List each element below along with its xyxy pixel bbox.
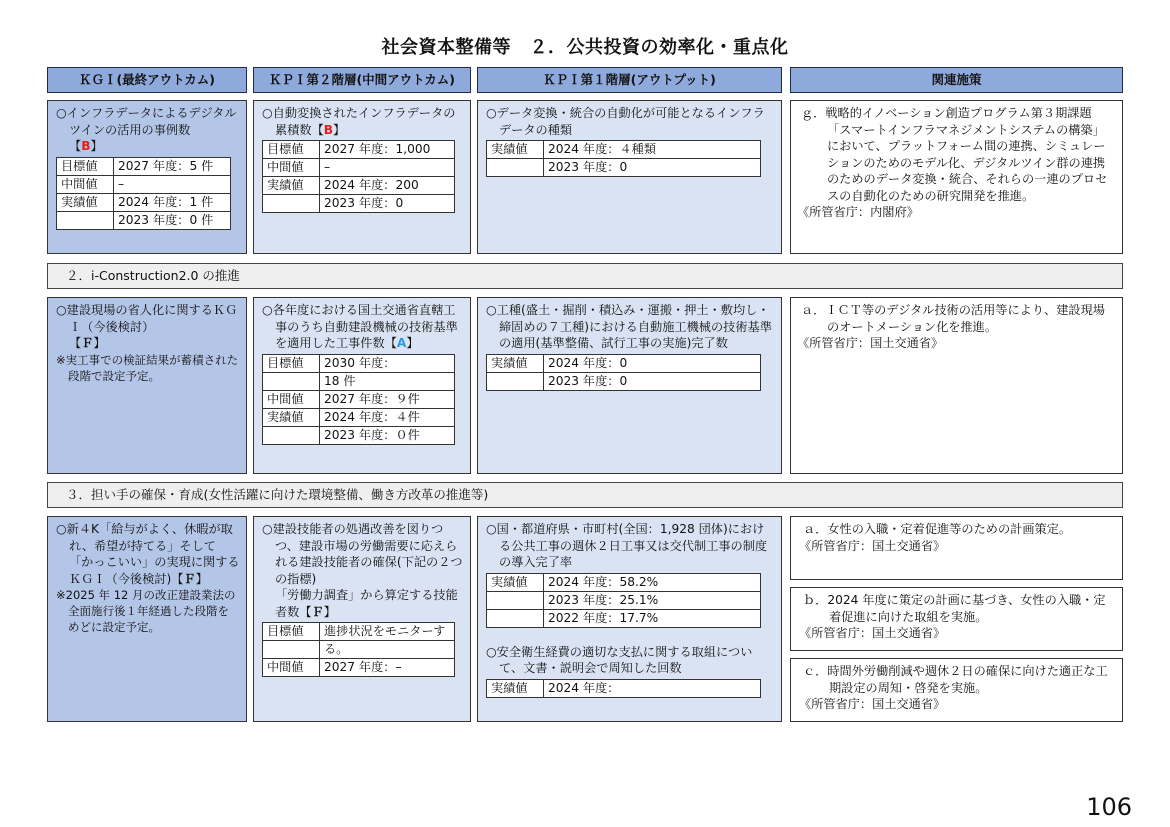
row3-policy-b <box>790 587 1123 651</box>
row3-kpi1-text2: ○安全衛生経費の適切な支払に関する取組について、文書・説明会で周知した回数 <box>486 644 753 675</box>
policy-g: ｇ．戦略的イノベーション創造プログラム第３期課題「スマートインフラマネジメントシステムの構築」において、プラットフォーム間の連携、シミュレーションのためのモデル化、デジタルツイン群の連携のためのデータ変換・統合、それらの一連のプロセスの自動化のための研究開発を推進。 <box>801 106 1108 203</box>
policy-ministry: 《所管省庁：国土交通省》 <box>799 697 946 711</box>
badge-a: A <box>396 336 407 350</box>
section-3-heading: ３．担い手の確保・育成(女性活躍に向けた環境整備、働き方改革の推進等) <box>47 482 1123 508</box>
row2-policy-cell <box>790 297 1123 474</box>
policy-ministry: 《所管省庁：内閣府》 <box>797 205 919 219</box>
row1-kgi-metrics: 目標値 2027 年度：5 件 中間値 – 実績値 2024 年度：1 件 2023 年度：0 件 <box>56 157 231 230</box>
row2-kgi-cell <box>47 297 247 474</box>
row3-policy-c <box>790 658 1123 722</box>
badge-f: Ｆ <box>81 336 94 350</box>
row2-kgi-note: ※実工事での検証結果が蓄積された段階で設定予定。 <box>56 352 239 383</box>
policy-b-text: ｂ．2024 年度に策定の計画に基づき、女性の入職・定着促進に向けた取組を実施。 <box>803 593 1106 624</box>
row2-kgi-text: ○建設現場の省人化に関するＫＧＩ（今後検討） 【Ｆ】 <box>56 303 238 350</box>
policy-c-text: ｃ．時間外労働削減や週休２日の確保に向けた適正な工期設定の周知・啓発を実施。 <box>803 664 1108 695</box>
row3-policy-a <box>790 516 1123 580</box>
row1-policy-cell <box>790 100 1123 254</box>
row3-kpi2-text: ○建設技能者の処遇改善を図りつつ、建設市場の労働需要に応えられる建設技能者の確保(下記の２つの指標) <box>262 522 463 586</box>
badge-f: Ｆ <box>311 604 324 619</box>
page-number: 106 <box>1086 793 1132 821</box>
row1-kpi2-text: ○自動変換されたインフラデータの累積数【B】 <box>262 106 456 137</box>
policy-a-text: ａ．女性の入職・定着促進等のための計画策定。 <box>803 522 1072 536</box>
row2-kpi2-cell <box>253 297 471 474</box>
header-kgi: ＫＧＩ(最終アウトカム) <box>47 67 247 93</box>
row1-kpi2-metrics: 目標値 2027 年度：1,000 中間値 – 実績値 2024 年度：200 2023 年度：0 <box>262 140 455 213</box>
row1-kgi-text: ○インフラデータによるデジタルツインの活用の事例数 【B】 <box>56 106 237 153</box>
policy-ministry: 《所管省庁：国土交通省》 <box>799 538 946 553</box>
policy-ministry: 《所管省庁：国土交通省》 <box>799 626 946 640</box>
row1-kpi1-metrics: 実績値 2024 年度：４種類 2023 年度：0 <box>486 140 761 177</box>
row2-kpi1-metrics: 実績値 2024 年度：0 2023 年度：0 <box>486 354 761 391</box>
header-kpi1: ＫＰＩ第１階層(アウトプット) <box>477 67 782 93</box>
row3-kpi2-text2: 「労働力調査」から算定する技能者数【Ｆ】 <box>275 588 458 619</box>
badge-b: B <box>323 122 334 137</box>
header-policy: 関連施策 <box>790 67 1123 93</box>
row1-kpi1-cell <box>477 100 782 254</box>
row3-kpi1-metrics2: 実績値 2024 年度： <box>486 679 761 698</box>
page-title: 社会資本整備等 ２．公共投資の効率化・重点化 <box>381 37 789 58</box>
policy-a: ａ．ＩＣＴ等のデジタル技術の活用等により、建設現場のオートメーション化を推進。 <box>801 303 1105 334</box>
row3-kpi2-metrics: 目標値 進捗状況をモニターす る。 中間値 2027 年度：– <box>262 622 455 677</box>
header-kpi2: ＫＰＩ第２階層(中間アウトカム) <box>253 67 471 93</box>
row3-kgi-note: ※2025 年 12 月の改正建設業法の全面施行後１年経過した段階をめどに設定予定。 <box>56 588 236 634</box>
row2-kpi2-text: ○各年度における国土交通省直轄工事のうち自動建設機械の技術基準を適用した工事件数【A】 <box>262 303 458 350</box>
row3-kpi1-text: ○国・都道府県・市町村(全国：1,928 団体)における公共工事の週休２日工事又は交代制工事の制度の導入完了率 <box>486 522 768 569</box>
row3-kpi1-metrics: 実績値 2024 年度：58.2% 2023 年度：25.1% 2022 年度：17.7% <box>486 573 761 628</box>
badge-f: Ｆ <box>183 571 196 586</box>
row2-kpi1-cell <box>477 297 782 474</box>
row1-kgi-cell <box>47 100 247 254</box>
row3-kgi-text: ○新４K「給与がよく、休暇が取れ、希望が持てる」そして「かっこいい」の実現に関するＫＧＩ（今後検討)【Ｆ】 <box>56 522 240 586</box>
badge-b: B <box>81 139 91 153</box>
row1-kpi2-cell <box>253 100 471 254</box>
section-2-heading: ２．i-Construction2.0 の推進 <box>47 263 1123 289</box>
row2-kpi1-text: ○工種(盛土・掘削・積込み・運搬・押土・敷均し・締固めの７工種)における自動施工機械の技術基準の適用(基準整備、試行工事の実施)完了数 <box>486 303 772 350</box>
row3-kpi1-cell <box>477 516 782 722</box>
row1-kpi1-text: ○データ変換・統合の自動化が可能となるインフラデータの種類 <box>486 106 765 137</box>
row3-kpi2-cell <box>253 516 471 722</box>
policy-ministry: 《所管省庁：国土交通省》 <box>797 336 944 350</box>
row2-kpi2-metrics: 目標値 2030 年度： 18 件 中間値 2027 年度：９件 実績値 2024 年度：４件 2023 年度：０件 <box>262 354 455 445</box>
row3-kgi-cell <box>47 516 247 722</box>
